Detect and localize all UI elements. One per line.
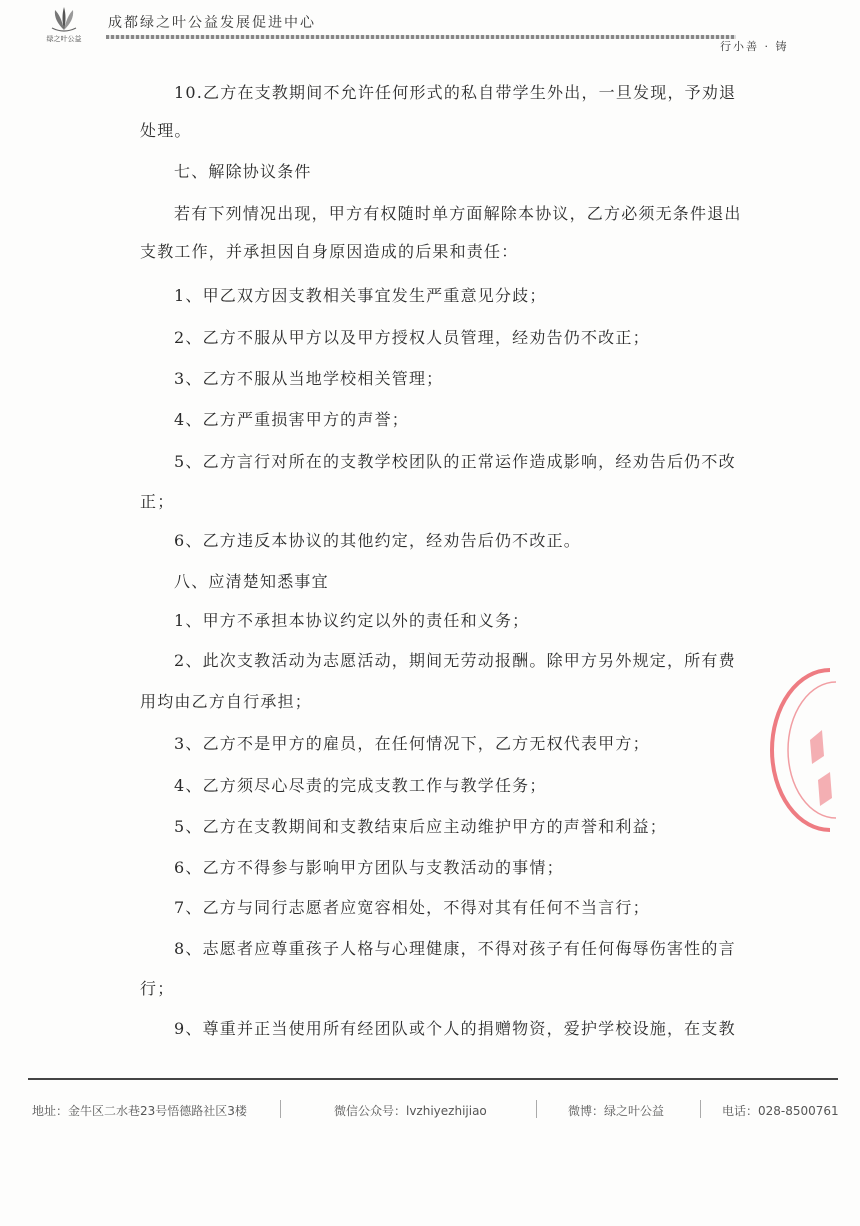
- letterhead: [30, 6, 830, 53]
- organization-logo: [36, 6, 92, 50]
- list-item: 1、甲方不承担本协议约定以外的责任和义务；: [174, 611, 530, 630]
- list-item: 5、乙方言行对所在的支教学校团队的正常运作造成影响，经劝告后仍不改: [174, 452, 736, 471]
- text-line: 处理。: [140, 121, 192, 140]
- list-item: 9、尊重并正当使用所有经团队或个人的捐赠物资，爱护学校设施，在支教: [174, 1019, 736, 1038]
- letterhead-footer: [28, 1100, 840, 1122]
- red-seal-stamp: [770, 660, 860, 840]
- list-item: 4、乙方须尽心尽责的完成支教工作与教学任务；: [174, 776, 547, 795]
- list-item: 8、志愿者应尊重孩子人格与心理健康，不得对孩子有任何侮辱伤害性的言: [174, 939, 736, 958]
- text-line: 支教工作，并承担因自身原因造成的后果和责任：: [140, 242, 519, 261]
- list-item: 2、乙方不服从甲方以及甲方授权人员管理，经劝告仍不改正；: [174, 328, 650, 347]
- text-line: 若有下列情况出现，甲方有权随时单方面解除本协议，乙方必须无条件退出: [174, 204, 742, 223]
- organization-name: 成都绿之叶公益发展促进中心: [108, 15, 316, 31]
- text-line: 10.乙方在支教期间不允许任何形式的私自带学生外出，一旦发现，予劝退: [174, 83, 737, 102]
- footer-wechat: 微信公众号：lvzhiyezhijiao: [334, 1104, 487, 1118]
- footer-divider: [28, 1078, 838, 1080]
- header-divider: [106, 35, 736, 39]
- leaf-logo-icon: [48, 6, 80, 32]
- section-heading: 七、解除协议条件: [174, 162, 312, 181]
- list-item: 3、乙方不服从当地学校相关管理；: [174, 369, 444, 388]
- footer-separator: [280, 1100, 281, 1118]
- footer-weibo: 微博：绿之叶公益: [568, 1104, 665, 1118]
- footer-address: 地址：金牛区二水巷23号悟德路社区3楼: [32, 1104, 247, 1118]
- footer-phone: 电话：028-8500761: [722, 1104, 839, 1118]
- list-item: 1、甲乙双方因支教相关事宜发生严重意见分歧；: [174, 286, 547, 305]
- slogan: 行小善 · 铸: [720, 40, 789, 53]
- logo-text: 绿之叶公益: [46, 35, 82, 43]
- list-item: 2、此次支教活动为志愿活动，期间无劳动报酬。除甲方另外规定，所有费: [174, 651, 736, 670]
- list-item: 4、乙方严重损害甲方的声誉；: [174, 410, 409, 429]
- text-line: 用均由乙方自行承担；: [140, 692, 313, 711]
- text-line: 正；: [140, 492, 175, 511]
- list-item: 5、乙方在支教期间和支教结束后应主动维护甲方的声誉和利益；: [174, 817, 667, 836]
- list-item: 3、乙方不是甲方的雇员，在任何情况下，乙方无权代表甲方；: [174, 734, 650, 753]
- text-line: 行；: [140, 979, 175, 998]
- footer-separator: [536, 1100, 537, 1118]
- list-item: 6、乙方不得参与影响甲方团队与支教活动的事情；: [174, 858, 564, 877]
- section-heading: 八、应清楚知悉事宜: [174, 572, 329, 591]
- footer-separator: [700, 1100, 701, 1118]
- list-item: 6、乙方违反本协议的其他约定，经劝告后仍不改正。: [174, 531, 581, 550]
- list-item: 7、乙方与同行志愿者应宽容相处，不得对其有任何不当言行；: [174, 898, 650, 917]
